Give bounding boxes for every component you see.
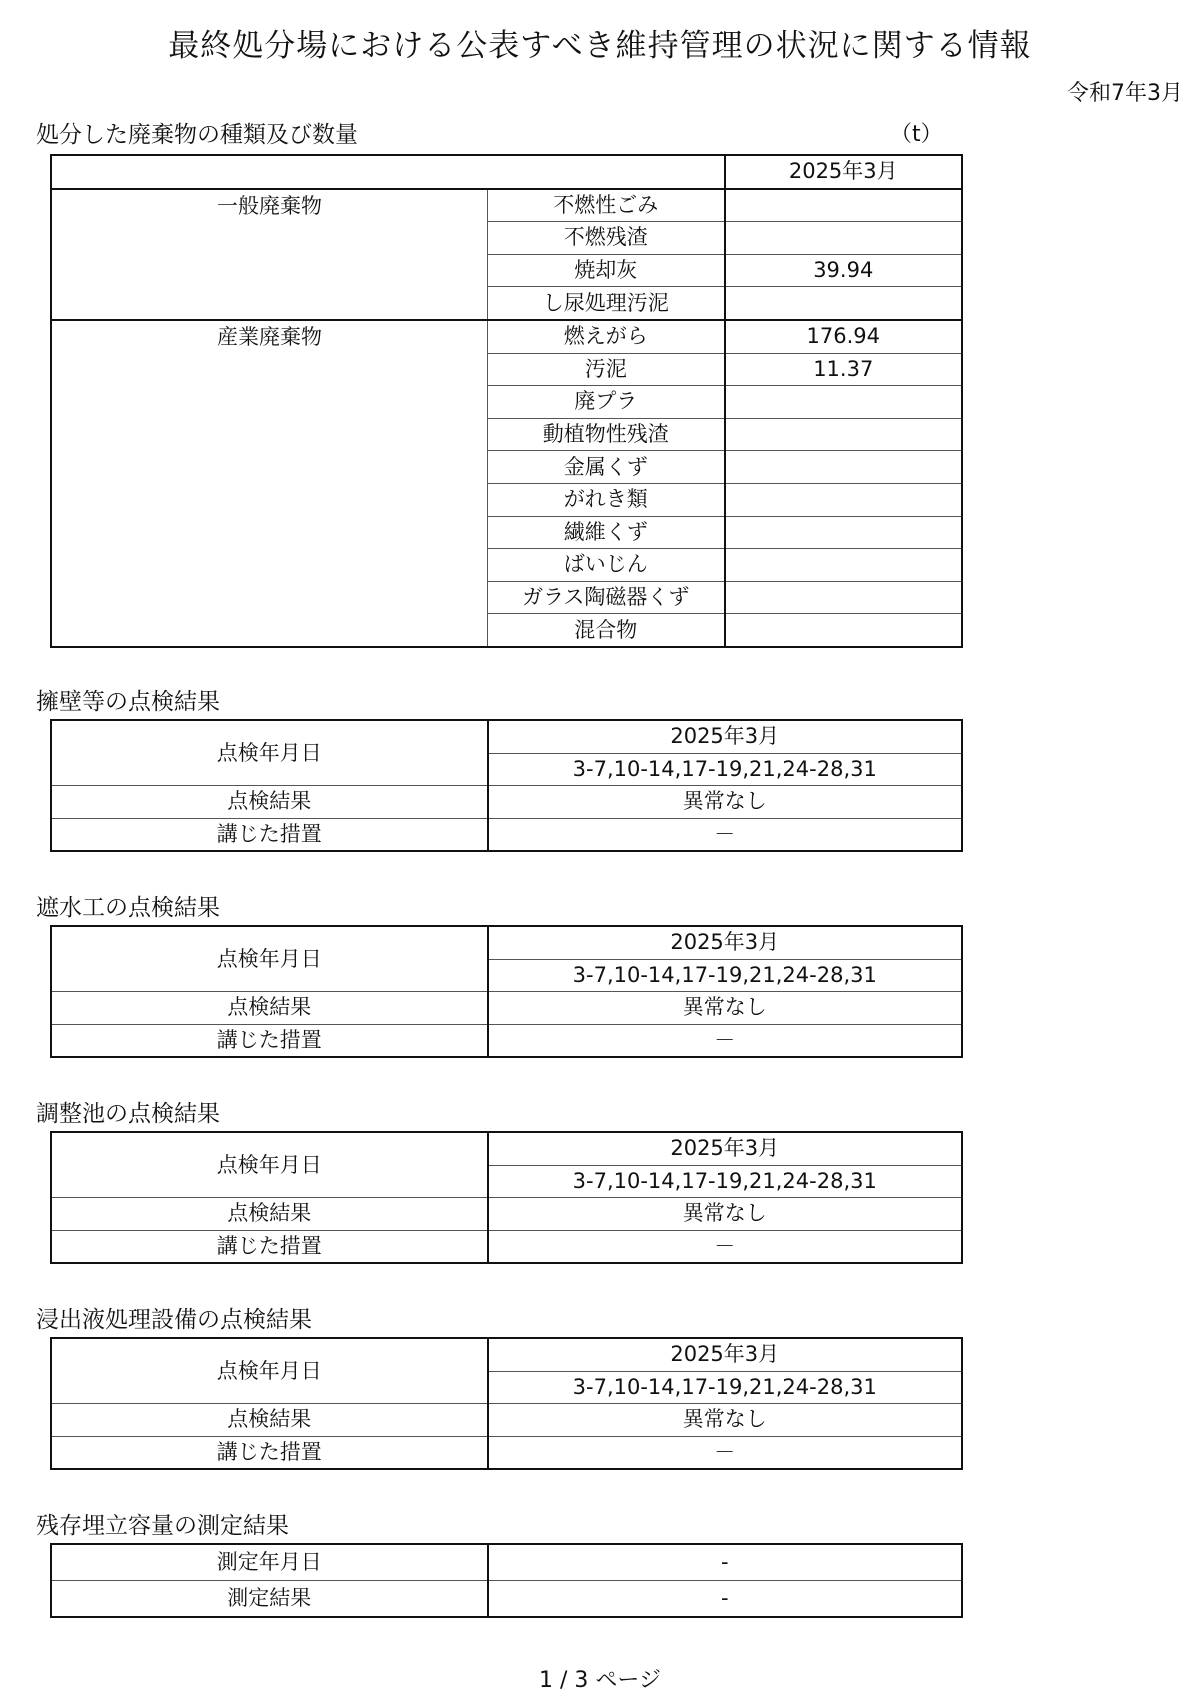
- capacity-section-title: 残存埋立容量の測定結果: [36, 1513, 289, 1539]
- inspection-action-label: 講じた措置: [52, 1436, 488, 1469]
- inspection-result: 異常なし: [488, 786, 962, 819]
- inspection-month: 2025年3月: [488, 927, 962, 960]
- inspection-date-label: 点検年月日: [52, 1133, 488, 1198]
- inspection-action: －: [488, 1230, 962, 1263]
- waste-item-name: 混合物: [488, 614, 725, 647]
- retaining-wall-table: [51, 720, 962, 851]
- adjustment-pond-section-title: 調整池の点検結果: [36, 1101, 220, 1127]
- waste-item-value: [725, 451, 962, 484]
- waste-item-name: ガラス陶磁器くず: [488, 581, 725, 614]
- retaining-wall-section-title: 擁壁等の点検結果: [36, 689, 220, 715]
- inspection-action: －: [488, 1436, 962, 1469]
- waste-item-value: [725, 549, 962, 582]
- waste-header-blank: [52, 156, 725, 189]
- waste-item-name: 繊維くず: [488, 516, 725, 549]
- waste-item-value: [725, 483, 962, 516]
- inspection-date-label: 点検年月日: [52, 1339, 488, 1404]
- waste-item-name: ばいじん: [488, 549, 725, 582]
- table-row: [52, 189, 962, 222]
- document-title: 最終処分場における公表すべき維持管理の状況に関する情報: [168, 28, 1032, 64]
- waste-table: [51, 155, 962, 647]
- waste-item-value: [725, 516, 962, 549]
- waste-item-name: し尿処理汚泥: [488, 287, 725, 320]
- inspection-result-label: 点検結果: [52, 786, 488, 819]
- leachate-facility-table: [51, 1338, 962, 1469]
- inspection-days: 3-7,10-14,17-19,21,24-28,31: [488, 753, 962, 786]
- leachate-facility-section-title: 浸出液処理設備の点検結果: [36, 1307, 312, 1333]
- waste-item-value: [725, 614, 962, 647]
- waste-item-value: [725, 287, 962, 320]
- capacity-table: [51, 1544, 962, 1617]
- inspection-action-label: 講じた措置: [52, 1230, 488, 1263]
- inspection-action: －: [488, 818, 962, 851]
- waste-item-value: 11.37: [725, 353, 962, 386]
- inspection-action-label: 講じた措置: [52, 818, 488, 851]
- impermeable-liner-table: [51, 926, 962, 1057]
- inspection-action-label: 講じた措置: [52, 1024, 488, 1057]
- waste-item-value: 39.94: [725, 254, 962, 287]
- inspection-result-label: 点検結果: [52, 1404, 488, 1437]
- waste-item-name: 不燃性ごみ: [488, 189, 725, 222]
- waste-item-name: 動植物性残渣: [488, 418, 725, 451]
- adjustment-pond-table: [51, 1132, 962, 1263]
- waste-item-name: 汚泥: [488, 353, 725, 386]
- waste-section-title: 処分した廃棄物の種類及び数量: [36, 122, 358, 148]
- waste-item-name: 燃えがら: [488, 320, 725, 353]
- waste-header-row: [52, 156, 962, 189]
- waste-item-value: [725, 581, 962, 614]
- page-number: 1 / 3 ページ: [539, 1668, 661, 1693]
- inspection-month: 2025年3月: [488, 1133, 962, 1166]
- inspection-days: 3-7,10-14,17-19,21,24-28,31: [488, 1371, 962, 1404]
- inspection-action: －: [488, 1024, 962, 1057]
- waste-item-value: [725, 189, 962, 222]
- table-row: [52, 320, 962, 353]
- inspection-result-label: 点検結果: [52, 992, 488, 1025]
- waste-item-value: [725, 386, 962, 419]
- inspection-result: 異常なし: [488, 992, 962, 1025]
- waste-item-value: 176.94: [725, 320, 962, 353]
- inspection-result: 異常なし: [488, 1198, 962, 1231]
- general-waste-category: 一般廃棄物: [52, 189, 488, 320]
- inspection-days: 3-7,10-14,17-19,21,24-28,31: [488, 1165, 962, 1198]
- inspection-month: 2025年3月: [488, 1339, 962, 1372]
- waste-item-name: 焼却灰: [488, 254, 725, 287]
- inspection-date-label: 点検年月日: [52, 927, 488, 992]
- waste-item-value: [725, 418, 962, 451]
- document-date: 令和7年3月: [1067, 81, 1183, 106]
- inspection-date-label: 点検年月日: [52, 721, 488, 786]
- waste-item-value: [725, 222, 962, 255]
- measure-result: -: [488, 1581, 962, 1617]
- impermeable-liner-section-title: 遮水工の点検結果: [36, 895, 220, 921]
- measure-date: -: [488, 1545, 962, 1581]
- waste-period-header: 2025年3月: [725, 156, 962, 189]
- waste-item-name: 廃プラ: [488, 386, 725, 419]
- inspection-month: 2025年3月: [488, 721, 962, 754]
- measure-date-label: 測定年月日: [52, 1545, 488, 1581]
- waste-item-name: 不燃残渣: [488, 222, 725, 255]
- unit-label: （t）: [890, 122, 943, 147]
- waste-item-name: 金属くず: [488, 451, 725, 484]
- industrial-waste-category: 産業廃棄物: [52, 320, 488, 646]
- inspection-days: 3-7,10-14,17-19,21,24-28,31: [488, 959, 962, 992]
- inspection-result: 異常なし: [488, 1404, 962, 1437]
- waste-item-name: がれき類: [488, 483, 725, 516]
- measure-result-label: 測定結果: [52, 1581, 488, 1617]
- inspection-result-label: 点検結果: [52, 1198, 488, 1231]
